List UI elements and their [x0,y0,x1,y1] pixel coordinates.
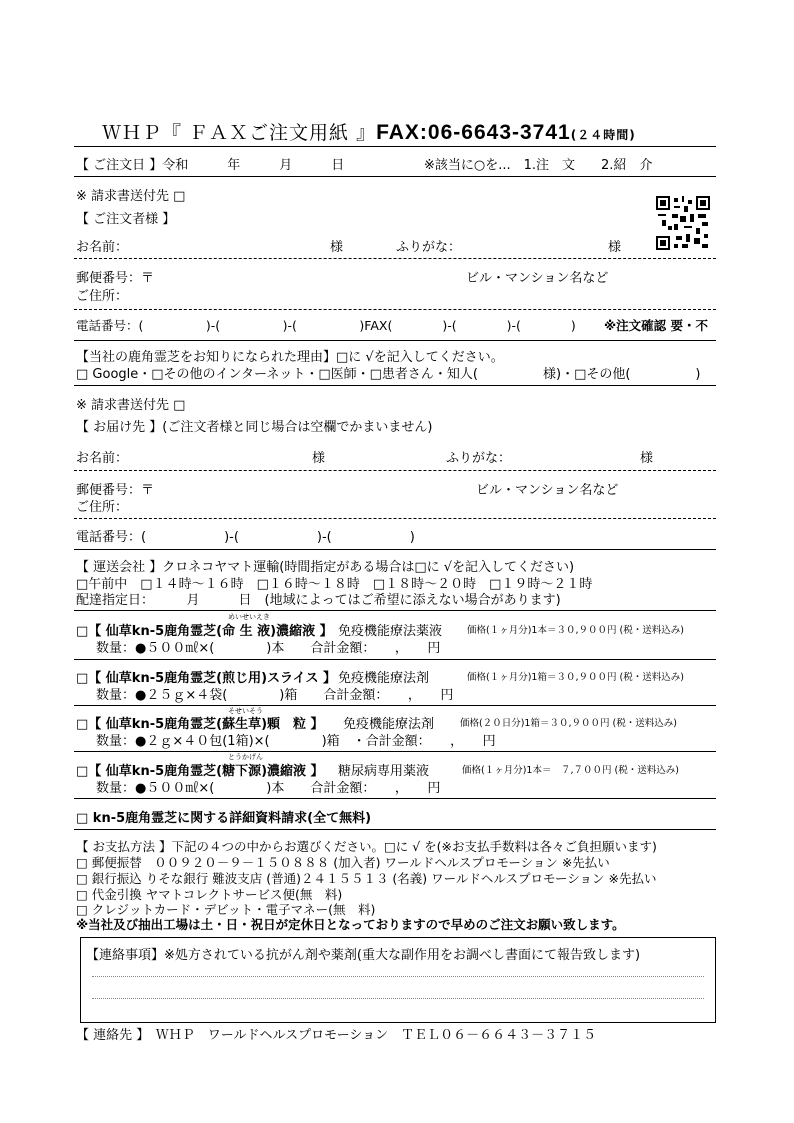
divider [74,518,716,519]
holiday-note: ※当社及び抽出工場は土・日・祝日が定休日となっておりますので早めのご注文お願い致します。 [76,917,625,932]
product-quantity: 数量：●５００㎖×( )本 合計金額： ， 円 [96,641,441,656]
product-name[interactable]: □【 仙草kn-5鹿角霊芝(糖下源)濃縮液 】 [76,764,324,779]
divider [74,258,716,259]
delivery-furigana-label: ふりがな： [446,451,512,466]
divider [74,610,716,611]
product-type: 免疫機能療法薬液 [338,624,443,639]
product-ruby: めいせいえき [228,613,270,621]
order-confirm: ※注文確認 要・不 [604,318,709,333]
product-price: 価格(１ヶ月分)1本＝ ７,７００円 (税・送料込み) [462,765,679,776]
orderer-building: ビル・マンション名など [466,271,609,286]
form-title [102,118,636,145]
product-type: 免疫機能療法剤 [343,717,435,732]
divider [74,340,716,341]
orderer-name-label: お名前： [76,240,129,255]
order-date: 【 ご注文日 】令和 年 月 日 [76,158,345,173]
payment-option-cod[interactable]: □ 代金引換 ヤマトコレクトサービス便(無 料) [76,887,343,902]
delivery-address: ご住所： [76,500,129,515]
divider [74,385,716,386]
product-ruby: そせいそう [228,707,263,715]
delivery-postal: 郵便番号：〒 [76,483,155,498]
product-quantity: 数量：●２ｇ×４０包(1箱)×( )箱 ・合計金額： ， 円 [96,734,496,749]
product-name[interactable]: □【 仙草kn-5鹿角霊芝(命 生 液)濃縮液 】 [76,624,333,639]
product-name[interactable]: □【 仙草kn-5鹿角霊芝(煎じ用)スライス 】 [76,671,337,686]
divider [74,549,716,550]
delivery-name-sama: 様 [312,451,326,466]
divider [74,705,716,706]
product-ruby: とうかげん [228,753,263,761]
delivery-furigana-sama: 様 [640,451,654,466]
payment-option-card[interactable]: □ クレジットカード・デビット・電子マネー(無 料) [76,902,376,917]
orderer-postal: 郵便番号：〒 [76,271,155,286]
orderer-name-sama: 様 [330,240,344,255]
payment-option-postal[interactable]: □ 郵便振替 ００９２０－９－１５０８８８ (加入者) ワールドヘルスプロモーション ※先払い [76,855,610,870]
shipping-date: 配達指定日： 月 日 (地域によってはご希望に添えない場合があります) [76,593,561,608]
divider [74,751,716,752]
product-price: 価格(１ヶ月分)1本＝３０,９００円 (税・送料込み) [467,625,684,636]
shipping-time-options[interactable]: □午前中 □１４時～１６時 □１６時～１８時 □１８時～２０時 □１９時～２１時 [76,577,593,592]
divider [74,176,716,177]
divider [74,659,716,660]
reason-options[interactable]: □ Google・□その他のインターネット・□医師・□患者さん・知人( 様)・□その他( ) [76,367,701,382]
reason-heading: 【当社の鹿角霊芝をお知りになられた理由】□に √を記入してください。 [76,350,504,365]
payment-heading: 【 お支払方法 】下記の４つの中からお選びください。□に √ を(※お支払手数料は各々ご負担願います) [76,839,657,854]
product-type: 糖尿病専用薬液 [338,764,430,779]
order-type-note: ※該当に○を... 1.注 文 2.紹 介 [424,158,653,173]
delivery-heading: 【 お届け先 】(ご注文者様と同じ場合は空欄でかまいません) [76,420,433,435]
qr-code-icon [656,196,710,250]
product-price: 価格(１ヶ月分)1箱＝３０,９００円 (税・送料込み) [467,672,684,683]
delivery-phone: 電話番号：( )-( )-( ) [76,530,415,545]
product-price: 価格(２０日分)1箱＝３０,９００円 (税・送料込み) [460,718,677,729]
orderer-phone: 電話番号：( )-( )-( )FAX( )-( )-( ) [76,318,576,333]
contact-notes-heading: 【連絡事項】※処方されている抗がん剤や薬剤(重大な副作用をお調べし書面にて報告致します) [86,948,641,963]
delivery-name-label: お名前： [76,451,129,466]
title-main: ＷＨＰ『 ＦＡＸご注文用紙 』 [102,122,377,144]
product-name[interactable]: □【 仙草kn-5鹿角霊芝(蘇生草)顆 粒 】 [76,717,324,732]
note-line [92,998,704,999]
invoice-destination-1[interactable]: ※ 請求書送付先 □ [76,189,186,204]
product-type: 免疫機能療法剤 [338,671,430,686]
product-quantity: 数量：●２５ｇ×４袋( )箱 合計金額： ， 円 [96,688,454,703]
divider [74,309,716,310]
divider [74,146,716,147]
delivery-building: ビル・マンション名など [476,483,619,498]
title-fax: FAX:06-6643-3741 [376,121,571,144]
orderer-furigana-label: ふりがな： [396,240,462,255]
footer-contact: 【 連絡先 】 ＷＨＰ ワールドヘルスプロモーション ＴＥＬ０６－６６４３－３７１５ [76,1028,597,1043]
orderer-heading: 【 ご注文者様 】 [76,212,176,227]
invoice-destination-2[interactable]: ※ 請求書送付先 □ [76,398,186,413]
brochure-request[interactable]: □ kn-5鹿角霊芝に関する詳細資料請求(全て無料) [76,811,372,826]
shipping-heading: 【 運送会社 】クロネコヤマト運輸(時間指定がある場合は□に √を記入してください) [76,560,575,575]
note-line [92,976,704,977]
divider [74,470,716,471]
divider [74,798,716,799]
title-hours: (２４時間) [570,128,636,142]
orderer-furigana-sama: 様 [608,240,622,255]
product-quantity: 数量：●５００㎖×( )本 合計金額： ， 円 [96,781,441,796]
payment-option-bank[interactable]: □ 銀行振込 りそな銀行 難波支店 (普通)２４１５５１３ (名義) ワールドヘルスプロモーション ※先払い [76,871,657,886]
divider [74,829,716,830]
orderer-address: ご住所： [76,289,129,304]
